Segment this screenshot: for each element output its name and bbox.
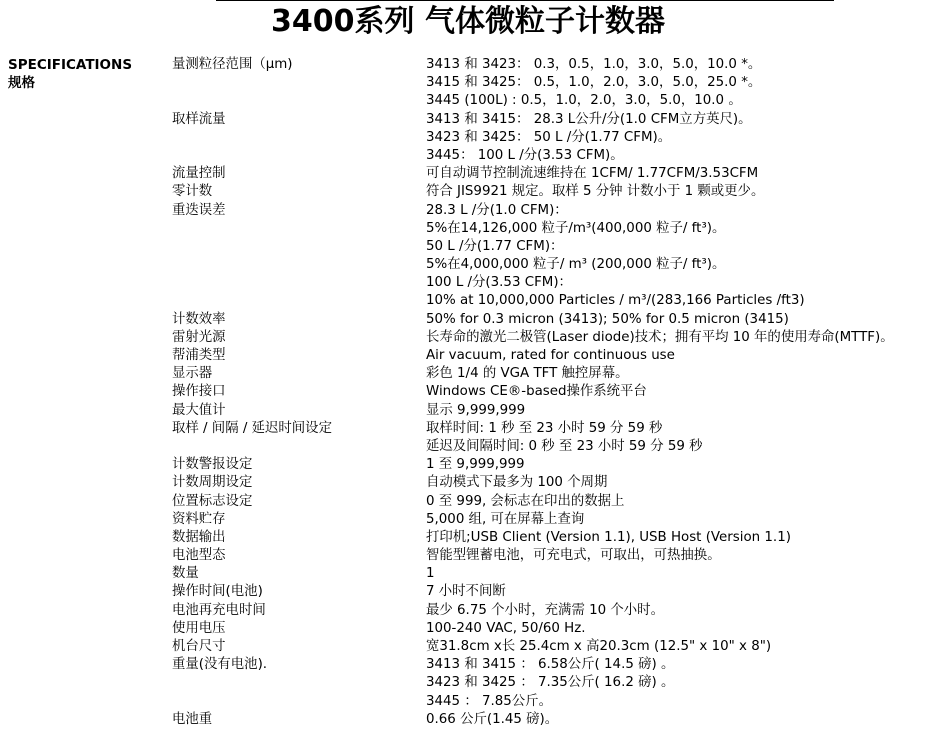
spec-value: 3413 和 3415： 28.3 L公升/分(1.0 CFM立方英尺)。 (426, 111, 752, 127)
spec-row (0, 656, 936, 674)
spec-value: 显示 9,999,999 (426, 402, 526, 418)
spec-value: 0.66 公斤(1.45 磅)。 (426, 711, 559, 727)
spec-value: 延迟及间隔时间: 0 秒 至 23 小时 59 分 59 秒 (426, 438, 703, 454)
spec-label: 使用电压 (172, 620, 226, 636)
spec-table (0, 56, 936, 729)
spec-row (0, 329, 936, 347)
spec-row (0, 274, 936, 292)
spec-label: 数据输出 (172, 529, 226, 545)
spec-label: 取样流量 (172, 111, 226, 127)
spec-label: 重迭误差 (172, 202, 226, 218)
spec-row (0, 583, 936, 601)
spec-row (0, 638, 936, 656)
spec-value: 5%在14,126,000 粒子/m³(400,000 粒子/ ft³)。 (426, 220, 726, 236)
spec-label: 流量控制 (172, 166, 226, 182)
spec-row (0, 238, 936, 256)
spec-value: 彩色 1/4 的 VGA TFT 触控屏幕。 (426, 366, 629, 382)
spec-row (0, 365, 936, 383)
spec-value: 5,000 组, 可在屏幕上查询 (426, 511, 585, 527)
spec-value: 3413 和 3415 ： 6.58公斤( 14.5 磅) 。 (426, 657, 675, 673)
top-rule (216, 0, 834, 1)
spec-value: 自动模式下最多为 100 个周期 (426, 475, 608, 491)
spec-value: 0 至 999, 会标志在印出的数据上 (426, 493, 625, 509)
section-label-zh: 规格 (8, 75, 35, 91)
spec-row (0, 56, 936, 74)
spec-row (0, 183, 936, 201)
spec-row (0, 347, 936, 365)
spec-value: 智能型锂蓄电池，可充电式，可取出，可热抽换。 (426, 548, 721, 564)
spec-value: 1 (426, 566, 435, 582)
spec-label: 计数效率 (172, 311, 226, 327)
spec-value: 可自动调节控制流速维持在 1CFM/ 1.77CFM/3.53CFM (426, 166, 759, 182)
spec-row (0, 602, 936, 620)
spec-value: 28.3 L /分(1.0 CFM)： (426, 202, 568, 218)
spec-row (0, 565, 936, 583)
spec-row (0, 165, 936, 183)
spec-row (0, 674, 936, 692)
spec-value: 3423 和 3425 ： 7.35公斤( 16.2 磅) 。 (426, 675, 675, 691)
spec-row (0, 420, 936, 438)
spec-value: 50% for 0.3 micron (3413); 50% for 0.5 micron (3415) (426, 311, 789, 327)
spec-row (0, 511, 936, 529)
spec-row (0, 620, 936, 638)
spec-row (0, 474, 936, 492)
spec-row (0, 220, 936, 238)
spec-row (0, 402, 936, 420)
spec-value: 1 至 9,999,999 (426, 457, 525, 473)
spec-label: 计数周期设定 (172, 475, 253, 491)
spec-value: 3423 和 3425： 50 L /分(1.77 CFM)。 (426, 129, 672, 145)
spec-label: 资料贮存 (172, 511, 226, 527)
spec-value: 3445 ： 7.85公斤。 (426, 693, 552, 709)
spec-row (0, 456, 936, 474)
spec-row (0, 256, 936, 274)
spec-label: 电池型态 (172, 548, 226, 564)
spec-row (0, 292, 936, 310)
spec-label: 量测粒径范围（μm) (172, 57, 293, 72)
spec-label: 雷射光源 (172, 329, 226, 345)
spec-label: 取样 / 间隔 / 延迟时间设定 (172, 420, 332, 436)
spec-value: 50 L /分(1.77 CFM)： (426, 238, 564, 254)
spec-row (0, 311, 936, 329)
spec-value: 5%在4,000,000 粒子/ m³ (200,000 粒子/ ft³)。 (426, 257, 726, 273)
spec-value: 100-240 VAC, 50/60 Hz. (426, 620, 586, 636)
spec-value: 符合 JIS9921 规定。取样 5 分钟 计数小于 1 颗或更少。 (426, 184, 765, 200)
spec-row (0, 129, 936, 147)
spec-row (0, 111, 936, 129)
spec-value: 打印机;USB Client (Version 1.1), USB Host (Version 1.1) (426, 529, 791, 545)
spec-label: 最大值计 (172, 402, 226, 418)
spec-row (0, 493, 936, 511)
spec-row (0, 529, 936, 547)
spec-row (0, 92, 936, 110)
spec-row (0, 147, 936, 165)
spec-value: 3445： 100 L /分(3.53 CFM)。 (426, 147, 624, 163)
spec-label: 操作时间(电池) (172, 584, 263, 600)
spec-value: Windows CE®-based操作系统平台 (426, 384, 647, 400)
spec-row (0, 74, 936, 92)
spec-row (0, 693, 936, 711)
spec-value: 7 小时不间断 (426, 584, 506, 600)
spec-label: 零计数 (172, 184, 213, 200)
spec-label: 机台尺寸 (172, 639, 226, 654)
spec-label: 操作接口 (172, 384, 226, 400)
spec-label: 显示器 (172, 366, 213, 382)
spec-label: 计数警报设定 (172, 457, 253, 473)
spec-row (0, 383, 936, 401)
spec-value: 10% at 10,000,000 Particles / m³/(283,166 Particles /ft3) (426, 293, 805, 309)
spec-label: 数量 (172, 566, 199, 582)
spec-label: 电池重 (172, 711, 213, 727)
spec-label: 电池再充电时间 (172, 602, 266, 618)
section-label-en: SPECIFICATIONS (8, 57, 133, 73)
spec-row (0, 711, 936, 729)
spec-row (0, 438, 936, 456)
spec-value: 100 L /分(3.53 CFM)： (426, 275, 572, 291)
spec-value: 宽31.8cm x长 25.4cm x 高20.3cm (12.5" x 10" x 8") (426, 639, 772, 654)
spec-label: 位置标志设定 (172, 493, 253, 509)
spec-value: 长寿命的激光二极管(Laser diode)技术；拥有平均 10 年的使用寿命(MTTF)。 (426, 329, 894, 345)
spec-value: 3413 和 3423： 0.3，0.5，1.0，3.0，5.0，10.0 *。 (426, 57, 762, 72)
spec-value: 最少 6.75 个小时，充满需 10 个小时。 (426, 602, 664, 618)
spec-value: 取样时间: 1 秒 至 23 小时 59 分 59 秒 (426, 420, 663, 436)
spec-value: 3415 和 3425： 0.5，1.0，2.0，3.0，5.0，25.0 *。 (426, 75, 762, 91)
page-title: 3400系列 气体微粒子计数器 (271, 4, 665, 39)
spec-row (0, 547, 936, 565)
spec-value: Air vacuum, rated for continuous use (426, 348, 675, 363)
spec-label: 帮浦类型 (172, 348, 226, 363)
spec-value: 3445 (100L) : 0.5，1.0，2.0，3.0，5.0，10.0 。 (426, 93, 742, 109)
spec-label: 重量(没有电池). (172, 657, 268, 673)
spec-row (0, 202, 936, 220)
